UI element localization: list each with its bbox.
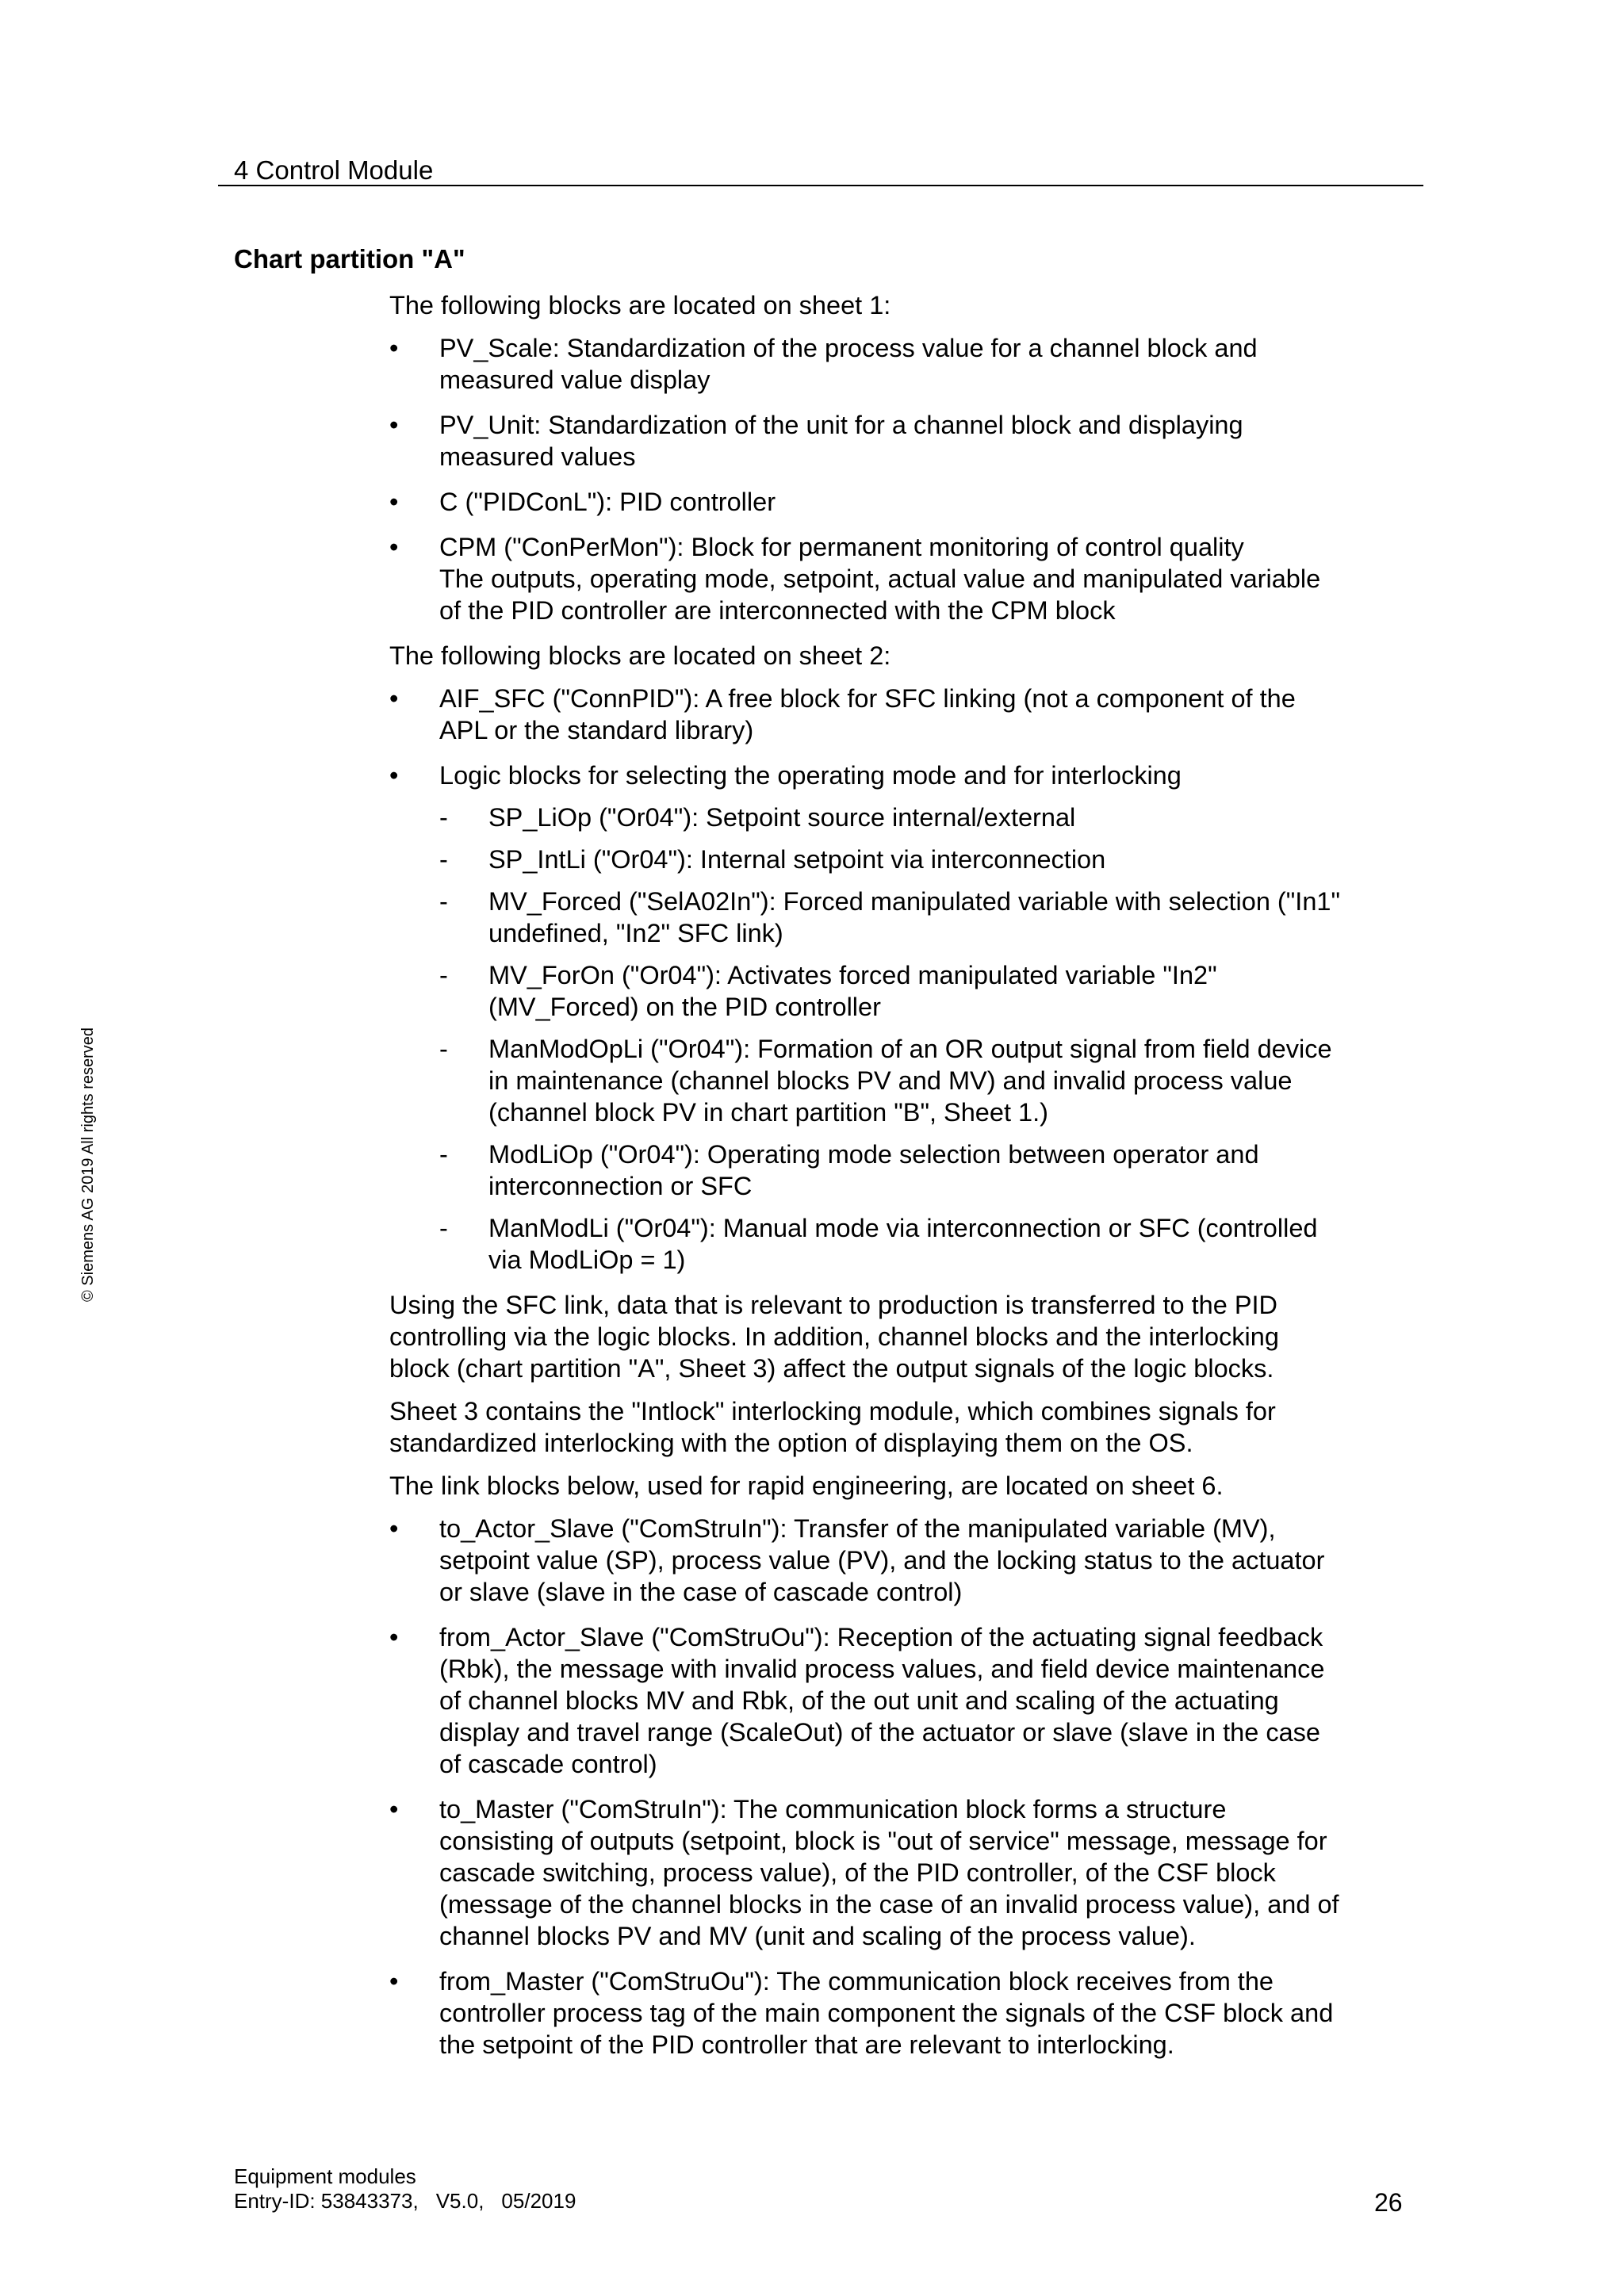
bullet-icon: • (389, 684, 399, 713)
sub-list-item-line: (channel block PV in chart partition "B", Sheet 1.) (488, 1098, 1048, 1127)
sub-list-item (439, 1033, 1420, 1128)
sub-list-item-line: in maintenance (channel blocks PV and MV) and invalid process value (488, 1066, 1293, 1095)
bullet-icon: • (389, 1967, 399, 1996)
list-item-line: measured value display (439, 365, 710, 394)
dash-icon: - (439, 803, 448, 832)
footer-date: 05/2019 (501, 2189, 576, 2213)
document-body (389, 289, 1420, 2074)
list-item-line: PV_Unit: Standardization of the unit for a channel block and displaying (439, 411, 1243, 439)
sub-list-item-line: MV_Forced ("SelA02In"): Forced manipulated variable with selection ("In1" (488, 887, 1341, 916)
sfc-link-paragraph-line: controlling via the logic blocks. In addition, channel blocks and the interlocking (389, 1322, 1279, 1351)
sheet1-list (389, 332, 1420, 626)
list-item-line: The outputs, operating mode, setpoint, actual value and manipulated variable (439, 564, 1321, 593)
sub-list-item-line: ManModOpLi ("Or04"): Formation of an OR output signal from field device (488, 1035, 1332, 1063)
sub-list-item-line: MV_ForOn ("Or04"): Activates forced manipulated variable "In2" (488, 961, 1217, 989)
list-item-line: from_Master ("ComStruOu"): The communication block receives from the (439, 1967, 1274, 1996)
bullet-icon: • (389, 761, 399, 790)
logic-blocks-sub-list (439, 802, 1420, 1276)
sub-list-item (439, 844, 1420, 875)
list-item (389, 683, 1420, 746)
header-chapter-title: 4 Control Module (234, 155, 434, 185)
sub-list-item (439, 886, 1420, 949)
sub-list-item-line: ManModLi ("Or04"): Manual mode via interconnection or SFC (controlled (488, 1214, 1318, 1242)
sfc-link-paragraph-line: Using the SFC link, data that is relevant to production is transferred to the PID (389, 1291, 1277, 1319)
dash-icon: - (439, 961, 448, 989)
sheet2-list (389, 683, 1420, 1276)
list-item (389, 332, 1420, 396)
list-item (389, 1965, 1420, 2061)
sub-list-item-line: ModLiOp ("Or04"): Operating mode selection between operator and (488, 1140, 1259, 1169)
list-item-line: consisting of outputs (setpoint, block is "out of service" message, message for (439, 1827, 1327, 1855)
sub-list-item-line: via ModLiOp = 1) (488, 1246, 686, 1274)
list-item-line: Logic blocks for selecting the operating mode and for interlocking (439, 761, 1182, 790)
sfc-link-paragraph-line: block (chart partition "A", Sheet 3) affect the output signals of the logic blocks. (389, 1354, 1274, 1383)
sub-list-item (439, 802, 1420, 833)
list-item (389, 1513, 1420, 1608)
list-item (389, 531, 1420, 626)
list-item-line: APL or the standard library) (439, 716, 754, 744)
section-heading: Chart partition "A" (234, 244, 465, 274)
page-number: 26 (1374, 2188, 1403, 2217)
bullet-icon: • (389, 1623, 399, 1651)
list-item-line: the setpoint of the PID controller that are relevant to interlocking. (439, 2030, 1174, 2059)
side-copyright: © Siemens AG 2019 All rights reserved (79, 1027, 97, 1302)
footer-title: Equipment modules (234, 2164, 416, 2188)
list-item-line: (message of the channel blocks in the case of an invalid process value), and of (439, 1890, 1339, 1919)
sheet6-list (389, 1513, 1420, 2061)
dash-icon: - (439, 1214, 448, 1242)
list-item-line: (Rbk), the message with invalid process values, and field device maintenance (439, 1655, 1325, 1683)
list-item-line: measured values (439, 442, 636, 471)
sub-list-item (439, 1138, 1420, 1202)
list-item-line: display and travel range (ScaleOut) of the actuator or slave (slave in the case (439, 1718, 1320, 1747)
footer (234, 2164, 593, 2214)
dash-icon: - (439, 887, 448, 916)
bullet-icon: • (389, 334, 399, 362)
list-item-line: of cascade control) (439, 1750, 657, 1778)
sheet1-intro: The following blocks are located on sheet 1: (389, 291, 891, 320)
list-item (389, 486, 1420, 518)
bullet-icon: • (389, 488, 399, 516)
bullet-icon: • (389, 1795, 399, 1823)
bullet-icon: • (389, 411, 399, 439)
dash-icon: - (439, 1035, 448, 1063)
list-item-line: of channel blocks MV and Rbk, of the out unit and scaling of the actuating (439, 1686, 1279, 1715)
footer-entry-id: Entry-ID: 53843373, (234, 2189, 419, 2213)
dash-icon: - (439, 1140, 448, 1169)
sub-list-item-line: SP_LiOp ("Or04"): Setpoint source internal/external (488, 803, 1076, 832)
bullet-icon: • (389, 1514, 399, 1543)
sub-list-item-line: interconnection or SFC (488, 1172, 753, 1200)
list-item-line: C ("PIDConL"): PID controller (439, 488, 776, 516)
sheet3-paragraph-line: Sheet 3 contains the "Intlock" interlocking module, which combines signals for (389, 1397, 1276, 1425)
sheet2-intro: The following blocks are located on sheet 2: (389, 641, 891, 670)
sub-list-item-line: undefined, "In2" SFC link) (488, 919, 783, 947)
list-item-line: setpoint value (SP), process value (PV), and the locking status to the actuator (439, 1546, 1325, 1575)
list-item (389, 409, 1420, 473)
list-item-line: from_Actor_Slave ("ComStruOu"): Reception of the actuating signal feedback (439, 1623, 1323, 1651)
list-item-line: channel blocks PV and MV (unit and scaling of the process value). (439, 1922, 1196, 1950)
header-rule (218, 185, 1423, 186)
list-item-line: or slave (slave in the case of cascade control) (439, 1578, 963, 1606)
list-item-line: to_Master ("ComStruIn"): The communication block forms a structure (439, 1795, 1227, 1823)
list-item-line: AIF_SFC ("ConnPID"): A free block for SFC linking (not a component of the (439, 684, 1296, 713)
sub-list-item-line: (MV_Forced) on the PID controller (488, 993, 881, 1021)
footer-entry (234, 2189, 593, 2214)
sheet3-paragraph (389, 1395, 1420, 1459)
sheet6-intro: The link blocks below, used for rapid engineering, are located on sheet 6. (389, 1471, 1224, 1500)
list-item (389, 1621, 1420, 1780)
sub-list-item (439, 1212, 1420, 1276)
list-item-line: of the PID controller are interconnected with the CPM block (439, 596, 1116, 625)
sub-list-item (439, 959, 1420, 1023)
footer-version: V5.0, (435, 2189, 485, 2213)
sfc-link-paragraph (389, 1289, 1420, 1384)
list-item-line: cascade switching, process value), of the PID controller, of the CSF block (439, 1858, 1276, 1887)
bullet-icon: • (389, 533, 399, 561)
list-item-line: CPM ("ConPerMon"): Block for permanent monitoring of control quality (439, 533, 1244, 561)
list-item-line: to_Actor_Slave ("ComStruIn"): Transfer of the manipulated variable (MV), (439, 1514, 1276, 1543)
list-item-line: controller process tag of the main component the signals of the CSF block and (439, 1999, 1334, 2027)
list-item (389, 760, 1420, 1276)
sub-list-item-line: SP_IntLi ("Or04"): Internal setpoint via interconnection (488, 845, 1106, 874)
sheet3-paragraph-line: standardized interlocking with the option of displaying them on the OS. (389, 1429, 1193, 1457)
dash-icon: - (439, 845, 448, 874)
list-item-line: PV_Scale: Standardization of the process value for a channel block and (439, 334, 1258, 362)
list-item (389, 1793, 1420, 1952)
